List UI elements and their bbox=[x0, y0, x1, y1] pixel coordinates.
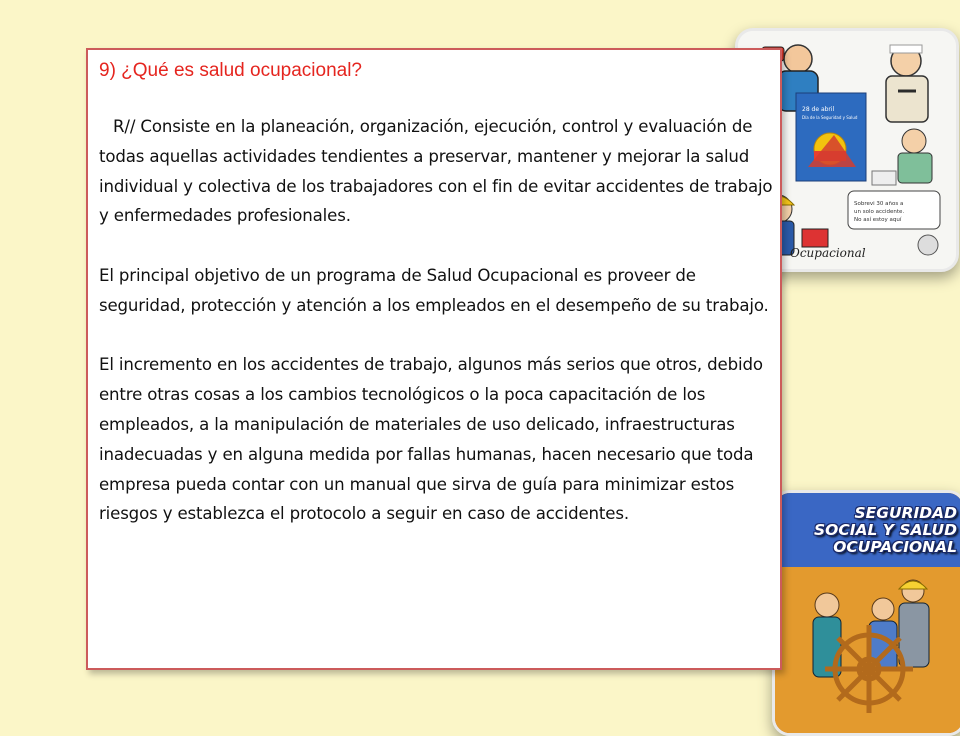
svg-text:Sobrevi 30 años a: Sobrevi 30 años a bbox=[854, 201, 904, 207]
answer-paragraph: R// Consiste en la planeación, organización, ejecución, control y evaluación de todas aquellas actividades tendientes a preservar, mantener y mejorar la salud individual y colectiva de los trabajadores con el fin de evitar accidentes de trabajo y enfermedades profesionales. bbox=[99, 117, 773, 226]
svg-text:Ocupacional: Ocupacional bbox=[790, 246, 866, 260]
question-title: 9) ¿Qué es salud ocupacional? bbox=[99, 60, 362, 81]
svg-text:No así estoy aquí: No así estoy aquí bbox=[854, 217, 902, 223]
svg-text:28 de abril: 28 de abril bbox=[802, 106, 835, 113]
content-card bbox=[86, 48, 782, 670]
svg-text:un solo accidente.: un solo accidente. bbox=[854, 209, 905, 215]
safety-day-poster bbox=[796, 93, 866, 181]
poster-title-line: SOCIAL Y SALUD bbox=[813, 521, 957, 539]
svg-text:Día de la Seguridad y Salud: Día de la Seguridad y Salud bbox=[802, 115, 858, 120]
poster-title bbox=[779, 505, 957, 556]
ship-wheel-icon bbox=[825, 625, 913, 713]
poster-title-line: OCUPACIONAL bbox=[833, 538, 957, 556]
answer-body bbox=[99, 112, 775, 559]
accidents-paragraph: El incremento en los accidentes de trabajo, algunos más serios que otros, debido entre otras cosas a los cambios tecnológicos o la poca capacitación de los empleados, a la manipulación de materiales de uso delicado, infraestructuras inadecuadas y en alguna medida por fallas humanas, hacen necesario que toda empresa pueda contar con un manual que sirva de guía para minimizar estos riesgos y establezca el protocolo a seguir en caso de accidentes. bbox=[99, 355, 763, 524]
poster-title-line: SEGURIDAD bbox=[854, 504, 957, 522]
objective-paragraph: El principal objetivo de un programa de Salud Ocupacional es proveer de seguridad, protección y atención a los empleados en el desempeño de su trabajo. bbox=[99, 265, 769, 315]
seguridad-social-poster-image bbox=[772, 490, 960, 736]
